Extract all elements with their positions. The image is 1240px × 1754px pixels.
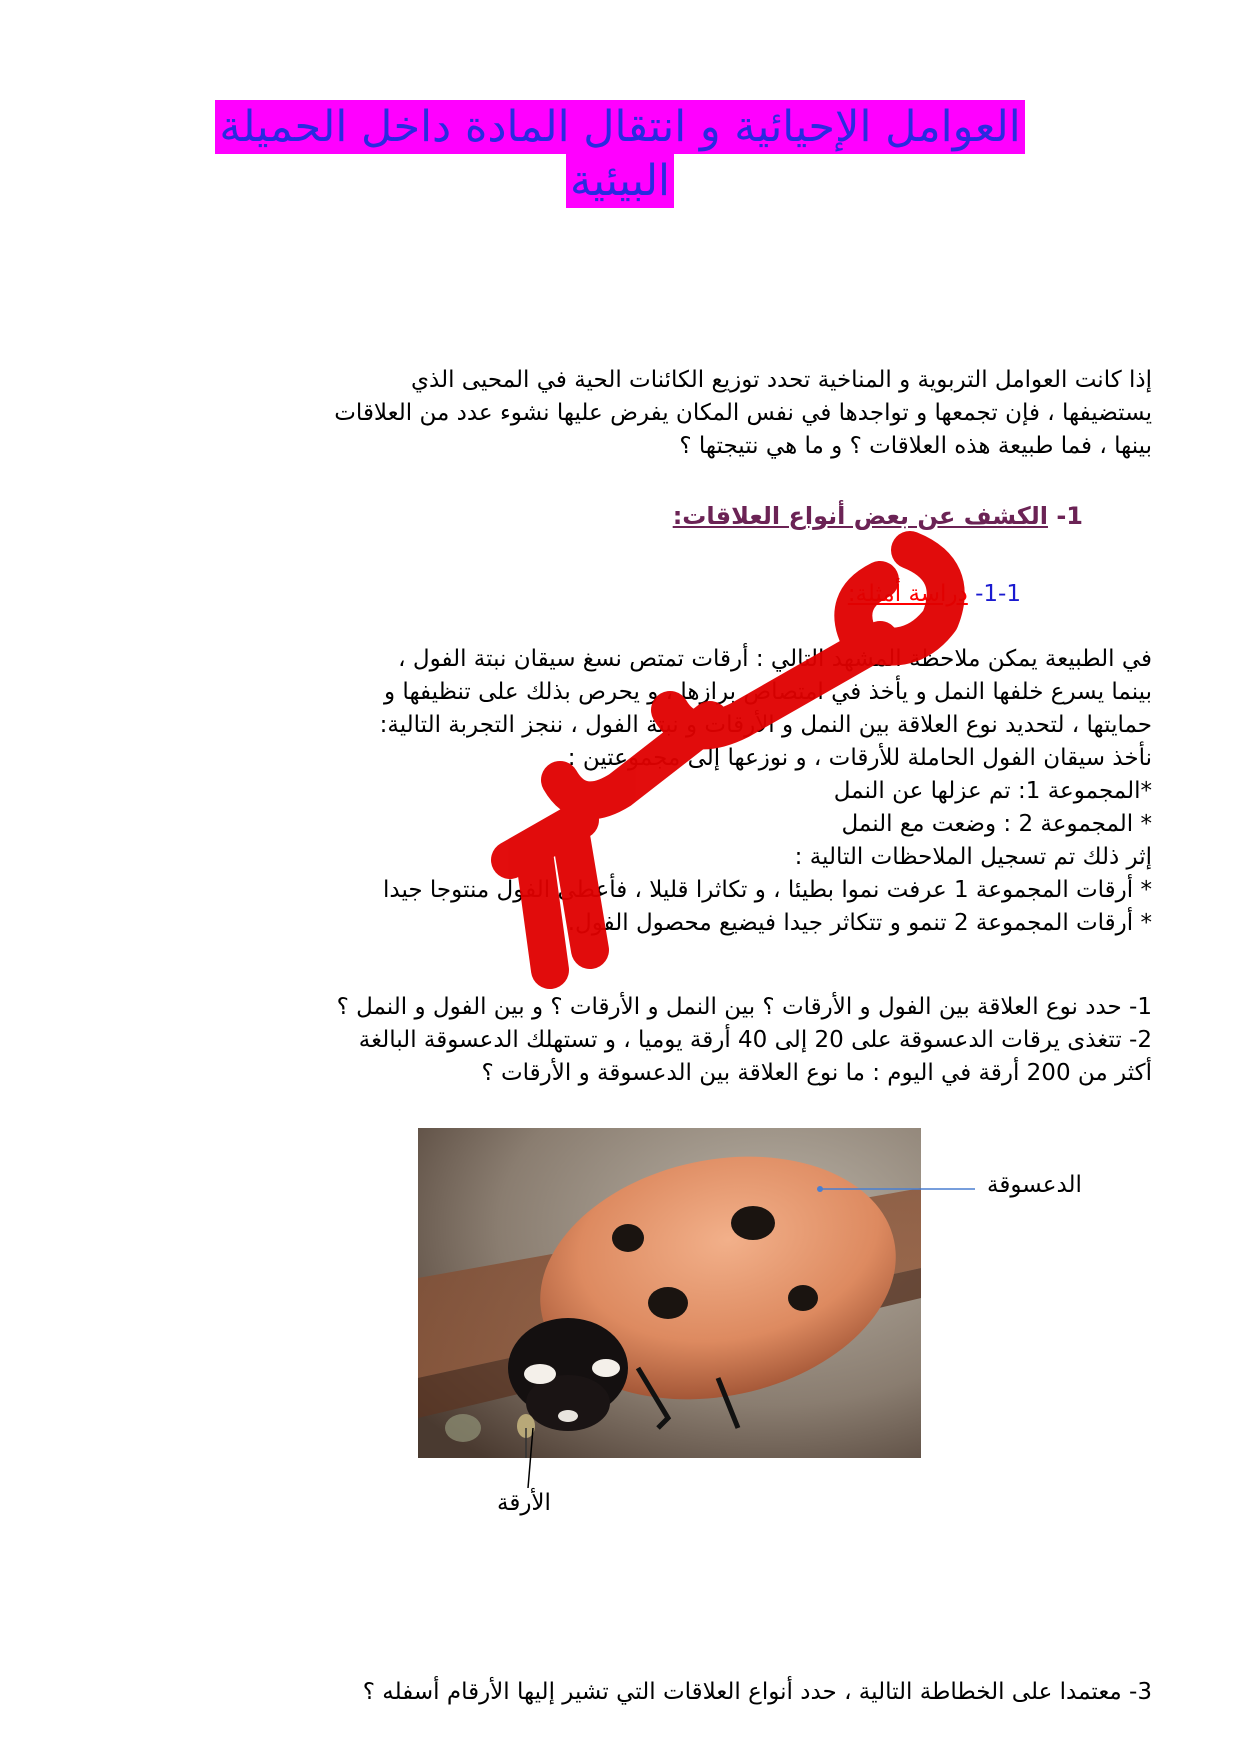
paragraph-line: * أرقات المجموعة 2 تنمو و تتكاثر جيدا فيضيع محصول الفول. — [567, 910, 1152, 936]
paragraph-line: *المجموعة 1: تم عزلها عن النمل — [833, 778, 1152, 804]
intro-line: بينها ، فما طبيعة هذه العلاقات ؟ و ما هي نتيجتها ؟ — [679, 433, 1152, 459]
paragraph-line: نأخذ سيقان الفول الحاملة للأرقات ، و نوزعها إلى مجموعتين : — [567, 745, 1152, 771]
paragraph-line: * أرقات المجموعة 1 عرفت نموا بطيئا ، و تكاثرا قليلا ، فأعطى الفول منتوجا جيدا — [382, 877, 1152, 903]
subsection-title: دراسة أمثلة: — [847, 581, 968, 607]
intro-line: إذا كانت العوامل التربوية و المناخية تحدد توزيع الكائنات الحية في المحيى الذي — [411, 367, 1152, 393]
ladybug-pointer-dot — [817, 1186, 823, 1192]
title-line-2: البيئية — [566, 154, 674, 208]
aphid-pointer-line — [528, 1428, 533, 1488]
section-number: 1- — [1056, 502, 1083, 530]
subsection-number: 1-1- — [975, 581, 1021, 607]
question-1: 1- حدد نوع العلاقة بين الفول و الأرقات ؟ بين النمل و الأرقات ؟ و بين الفول و النمل ؟ — [336, 994, 1152, 1020]
intro-line: يستضيفها ، فإن تجمعها و تواجدها في نفس المكان يفرض عليها نشوء عدد من العلاقات — [334, 400, 1152, 426]
paragraph-line: بينما يسرع خلفها النمل و يأخذ في امتصاص برازها ، و يحرص بذلك على تنظيفها و — [384, 679, 1152, 705]
paragraph-line: إثر ذلك تم تسجيل الملاحظات التالية : — [794, 844, 1152, 870]
paragraph-line: في الطبيعة يمكن ملاحظة المشهد التالي : أرقات تمتص نسغ سيقان نبتة الفول ، — [398, 646, 1152, 672]
paragraph-line: * المجموعة 2 : وضعت مع النمل — [841, 811, 1152, 837]
question-3: 3- معتمدا على الخطاطة التالية ، حدد أنواع العلاقات التي تشير إليها الأرقام أسفله ؟ — [362, 1679, 1152, 1705]
section-title: الكشف عن بعض أنواع العلاقات: — [672, 502, 1048, 530]
title-line-1: العوامل الإحيائية و انتقال المادة داخل الحميلة — [215, 100, 1024, 154]
ladybug-label: الدعسوقة — [987, 1172, 1082, 1198]
question-2: 2- تتغذى يرقات الدعسوقة على 20 إلى 40 أرقة يوميا ، و تستهلك الدعسوقة البالغة — [358, 1027, 1152, 1053]
question-2-continued: أكثر من 200 أرقة في اليوم : ما نوع العلاقة بين الدعسوقة و الأرقات ؟ — [481, 1060, 1152, 1086]
aphid-label: الأرقة — [497, 1490, 551, 1516]
paragraph-line: حمايتها ، لتحديد نوع العلاقة بين النمل و الأرقات و نبتة الفول ، ننجز التجربة التالية: — [379, 712, 1152, 738]
